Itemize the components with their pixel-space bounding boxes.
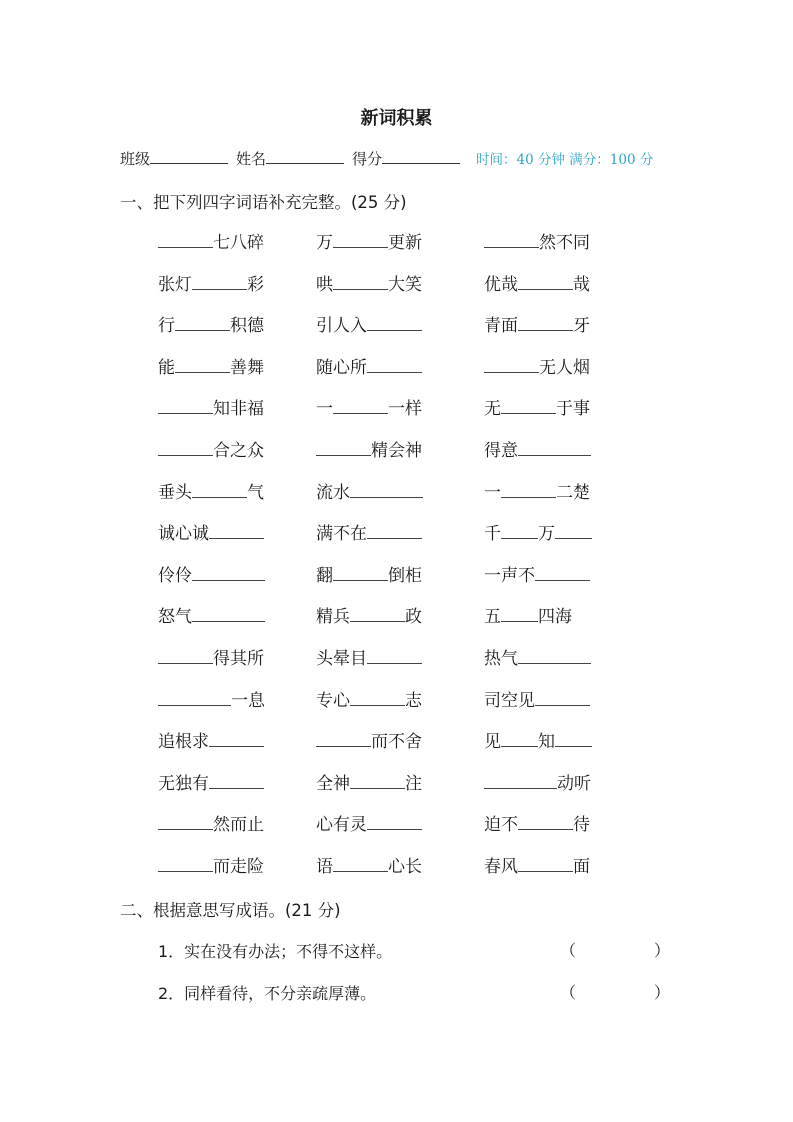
- idiom-item: [158, 478, 264, 503]
- idiom-text: 全神: [316, 773, 350, 794]
- idiom-item: [158, 311, 264, 336]
- idiom-item: [484, 353, 590, 378]
- blank-field[interactable]: [192, 273, 247, 290]
- idiom-text: 追根求: [158, 732, 209, 753]
- name-field[interactable]: [266, 149, 344, 164]
- blank-field[interactable]: [501, 397, 556, 414]
- idiom-text: 然而止: [213, 815, 264, 836]
- blank-field[interactable]: [209, 730, 264, 747]
- idiom-text: 志: [405, 690, 422, 711]
- idiom-text: 牙: [573, 316, 590, 337]
- blank-field[interactable]: [501, 730, 538, 747]
- idiom-text: 春风: [484, 856, 518, 877]
- idiom-item: [316, 810, 422, 835]
- idiom-text: 无: [484, 399, 501, 420]
- blank-field[interactable]: [535, 689, 590, 706]
- blank-field[interactable]: [484, 356, 539, 373]
- idiom-text: 司空见: [484, 690, 535, 711]
- score-label: 得分: [352, 150, 383, 168]
- idiom-item: [158, 561, 265, 586]
- blank-field[interactable]: [350, 772, 405, 789]
- blank-field[interactable]: [333, 564, 388, 581]
- idiom-item: [158, 644, 264, 669]
- blank-field[interactable]: [367, 522, 422, 539]
- blank-field[interactable]: [518, 314, 573, 331]
- idiom-text: 政: [405, 607, 422, 628]
- blank-field[interactable]: [367, 356, 422, 373]
- idiom-text: 语: [316, 856, 333, 877]
- idiom-item: [316, 478, 423, 503]
- idiom-item: [158, 686, 265, 711]
- idiom-item: [158, 436, 264, 461]
- blank-field[interactable]: [367, 314, 422, 331]
- idiom-text: 动听: [557, 773, 591, 794]
- idiom-item: [158, 727, 264, 752]
- blank-field[interactable]: [158, 813, 213, 830]
- idiom-item: [484, 478, 590, 503]
- idiom-text: 心长: [388, 856, 422, 877]
- idiom-item: [484, 436, 591, 461]
- idiom-text: 一: [484, 482, 501, 503]
- idiom-text: 得其所: [213, 648, 264, 669]
- idiom-item: [316, 436, 422, 461]
- idiom-text: 更新: [388, 233, 422, 253]
- idiom-text: 待: [573, 815, 590, 836]
- idiom-item: [316, 644, 422, 669]
- idiom-item: [484, 561, 590, 586]
- blank-field[interactable]: [518, 273, 573, 290]
- blank-field[interactable]: [350, 481, 423, 498]
- idiom-text: 见: [484, 732, 501, 753]
- name-label: 姓名: [236, 150, 267, 168]
- idiom-item: [484, 519, 592, 544]
- idiom-item: [158, 602, 265, 627]
- blank-field[interactable]: [158, 647, 213, 664]
- idiom-text: 一息: [231, 690, 265, 711]
- blank-field[interactable]: [316, 730, 371, 747]
- idiom-text: 随心所: [316, 357, 367, 378]
- idiom-text: 于事: [556, 399, 590, 420]
- blank-field[interactable]: [333, 855, 388, 872]
- idiom-text: 怒气: [158, 607, 192, 628]
- idiom-text: 积德: [230, 316, 264, 337]
- idiom-text: 知非福: [213, 399, 264, 420]
- section-1-heading: 一、把下列四字词语补充完整。(25 分): [120, 193, 407, 212]
- idiom-item: [316, 311, 422, 336]
- idiom-item: [484, 810, 590, 835]
- question-2: 2．同样看待，不分亲疏厚薄。: [158, 984, 377, 1003]
- idiom-text: 一声不: [484, 565, 535, 586]
- idiom-item: [316, 228, 422, 253]
- idiom-item: [316, 561, 422, 586]
- idiom-text: 无人烟: [539, 357, 590, 378]
- blank-field[interactable]: [501, 522, 538, 539]
- blank-field[interactable]: [484, 231, 539, 248]
- idiom-text: 一样: [388, 399, 422, 420]
- idiom-text: 万: [538, 524, 555, 545]
- blank-field[interactable]: [333, 231, 388, 248]
- idiom-item: [316, 353, 422, 378]
- idiom-item: [316, 727, 422, 752]
- idiom-item: [484, 394, 590, 419]
- idiom-text: 面: [573, 856, 590, 877]
- blank-field[interactable]: [316, 439, 371, 456]
- blank-field[interactable]: [158, 439, 213, 456]
- idiom-text: 二楚: [556, 482, 590, 503]
- idiom-text: 满不在: [316, 524, 367, 545]
- idiom-text: 彩: [247, 274, 264, 295]
- blank-field[interactable]: [367, 813, 422, 830]
- idiom-text: 大笑: [388, 274, 422, 295]
- idiom-text: 五: [484, 607, 501, 628]
- idiom-text: 引人入: [316, 316, 367, 337]
- idiom-text: 而走险: [213, 856, 264, 877]
- blank-field[interactable]: [555, 522, 592, 539]
- idiom-item: [484, 852, 590, 877]
- idiom-text: 青面: [484, 316, 518, 337]
- idiom-text: 哄: [316, 274, 333, 295]
- student-info-line: [120, 148, 680, 169]
- idiom-item: [158, 519, 264, 544]
- blank-field[interactable]: [175, 356, 230, 373]
- idiom-text: 垂头: [158, 482, 192, 503]
- idiom-text: 合之众: [213, 440, 264, 461]
- idiom-text: 翻: [316, 565, 333, 586]
- idiom-text: 精会神: [371, 440, 422, 461]
- blank-field[interactable]: [333, 273, 388, 290]
- idiom-item: [158, 769, 264, 794]
- idiom-item: [484, 270, 590, 295]
- answer-close-paren-2: ）: [654, 983, 671, 1002]
- idiom-text: 诚心诚: [158, 524, 209, 545]
- idiom-text: 能: [158, 357, 175, 378]
- idiom-text: 倒柜: [388, 565, 422, 586]
- idiom-text: 伶伶: [158, 565, 192, 586]
- blank-field[interactable]: [158, 231, 213, 248]
- blank-field[interactable]: [518, 813, 573, 830]
- idiom-text: 然不同: [539, 233, 590, 253]
- blank-field[interactable]: [192, 564, 265, 581]
- blank-field[interactable]: [350, 605, 405, 622]
- answer-open-paren-1[interactable]: （: [560, 941, 577, 960]
- blank-field[interactable]: [535, 564, 590, 581]
- blank-field[interactable]: [209, 522, 264, 539]
- idiom-item: [158, 353, 264, 378]
- blank-field[interactable]: [501, 605, 538, 622]
- idiom-text: 哉: [573, 274, 590, 295]
- blank-field[interactable]: [209, 772, 264, 789]
- idiom-text: 得意: [484, 440, 518, 461]
- idiom-item: [484, 686, 590, 711]
- score-field[interactable]: [382, 149, 460, 164]
- class-field[interactable]: [150, 149, 228, 164]
- blank-field[interactable]: [158, 855, 213, 872]
- idiom-item: [158, 852, 264, 877]
- idiom-text: 气: [247, 482, 264, 503]
- idiom-text: 注: [405, 773, 422, 794]
- idiom-text: 优哉: [484, 274, 518, 295]
- idiom-item: [158, 810, 264, 835]
- idiom-item: [316, 394, 422, 419]
- idiom-item: [484, 311, 590, 336]
- blank-field[interactable]: [350, 689, 405, 706]
- blank-field[interactable]: [518, 855, 573, 872]
- idiom-item: [316, 602, 422, 627]
- idiom-item: [484, 727, 592, 752]
- blank-field[interactable]: [192, 481, 247, 498]
- idiom-item: [316, 270, 422, 295]
- blank-field[interactable]: [158, 397, 213, 414]
- idiom-text: 四海: [538, 607, 572, 628]
- idiom-text: 七八碎: [213, 233, 264, 253]
- blank-field[interactable]: [367, 647, 422, 664]
- idiom-text: 迫不: [484, 815, 518, 836]
- idiom-text: 心有灵: [316, 815, 367, 836]
- idiom-item: [316, 519, 422, 544]
- blank-field[interactable]: [518, 647, 591, 664]
- blank-field[interactable]: [484, 772, 557, 789]
- blank-field[interactable]: [501, 481, 556, 498]
- idiom-text: 流水: [316, 482, 350, 503]
- page-title: 新词积累: [360, 108, 433, 129]
- idiom-item: [484, 769, 591, 794]
- blank-field[interactable]: [192, 605, 265, 622]
- idiom-item: [316, 769, 422, 794]
- idiom-text: 精兵: [316, 607, 350, 628]
- idiom-text: 万: [316, 233, 333, 253]
- blank-field[interactable]: [175, 314, 230, 331]
- section-2-heading: 二、根据意思写成语。(21 分): [120, 901, 341, 920]
- idiom-text: 千: [484, 524, 501, 545]
- idiom-text: 善舞: [230, 357, 264, 378]
- answer-open-paren-2[interactable]: （: [560, 983, 577, 1002]
- idiom-item: [316, 686, 422, 711]
- idiom-item: [316, 852, 422, 877]
- idiom-text: 张灯: [158, 274, 192, 295]
- time-score-meta: 时间：40 分钟 满分：100 分: [476, 152, 654, 168]
- idiom-text: 无独有: [158, 773, 209, 794]
- idiom-text: 知: [538, 732, 555, 753]
- idiom-item: [158, 394, 264, 419]
- idiom-text: 头晕目: [316, 648, 367, 669]
- blank-field[interactable]: [555, 730, 592, 747]
- class-label: 班级: [120, 150, 151, 168]
- question-1: 1．实在没有办法；不得不这样。: [158, 942, 393, 961]
- idiom-item: [484, 228, 590, 253]
- idiom-item: [158, 228, 264, 253]
- blank-field[interactable]: [333, 397, 388, 414]
- idiom-text: 而不舍: [371, 732, 422, 753]
- blank-field[interactable]: [518, 439, 591, 456]
- idiom-text: 专心: [316, 690, 350, 711]
- answer-close-paren-1: ）: [654, 941, 671, 960]
- idiom-item: [158, 270, 264, 295]
- idiom-text: 热气: [484, 648, 518, 669]
- idiom-text: 一: [316, 399, 333, 420]
- idiom-item: [484, 602, 572, 627]
- blank-field[interactable]: [158, 689, 231, 706]
- idiom-text: 行: [158, 316, 175, 337]
- idiom-item: [484, 644, 591, 669]
